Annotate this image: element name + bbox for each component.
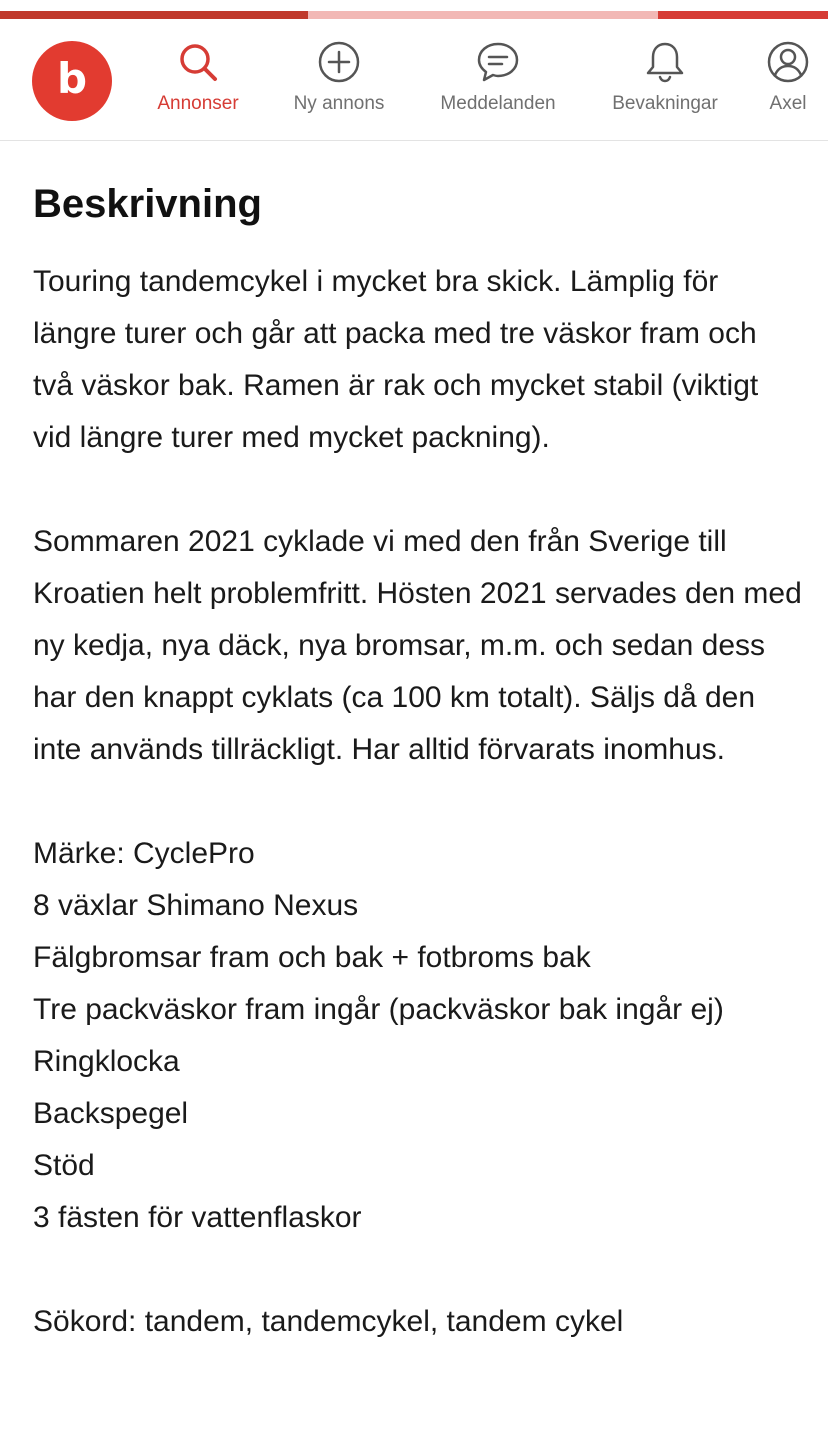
nav-item-ny-annons[interactable] — [284, 39, 394, 129]
nav-label-annonser: Annonser — [157, 93, 239, 114]
progress-segment-3 — [658, 11, 828, 19]
nav-item-axel[interactable] — [760, 39, 816, 129]
top-navigation — [0, 19, 828, 141]
spec-item: Fälgbromsar fram och bak + fotbroms bak — [33, 941, 591, 974]
nav-label-bevakningar: Bevakningar — [612, 93, 718, 114]
nav-item-meddelanden[interactable] — [430, 39, 566, 129]
description-paragraph-2: Sommaren 2021 cyklade vi med den från Sverige till Kroatien helt problemfritt. Hösten 2021 servades den med ny kedja, nya däck, nya bromsar, m.m. och sedan dess har den knappt cyklats (ca 100 km totalt). Säljs då den inte används tillräckligt. Har alltid förvarats inomhus. — [33, 525, 802, 766]
spec-item: 8 växlar Shimano Nexus — [33, 889, 359, 922]
bell-icon — [642, 39, 688, 85]
nav-item-annonser[interactable] — [150, 39, 246, 129]
keywords: Sökord: tandem, tandemcykel, tandem cykel — [33, 1305, 624, 1338]
spec-item: Märke: CyclePro — [33, 837, 255, 870]
nav-label-axel: Axel — [769, 93, 807, 114]
progress-bar — [0, 11, 828, 19]
nav-label-meddelanden: Meddelanden — [440, 93, 556, 114]
user-icon — [765, 39, 811, 85]
spec-item: Tre packväskor fram ingår (packväskor bak ingår ej) — [33, 993, 724, 1026]
progress-segment-1 — [0, 11, 308, 19]
spec-item: Backspegel — [33, 1097, 189, 1130]
spec-item: Ringklocka — [33, 1045, 180, 1078]
search-icon — [175, 39, 221, 85]
logo[interactable] — [32, 41, 112, 121]
section-title: Beskrivning — [33, 182, 262, 226]
progress-segment-2 — [308, 11, 658, 19]
spec-item: 3 fästen för vattenflaskor — [33, 1201, 362, 1234]
description-section — [33, 140, 803, 1348]
spec-list — [33, 828, 803, 1244]
description-text — [33, 256, 803, 1348]
plus-circle-icon — [316, 39, 362, 85]
chat-bubble-icon — [475, 39, 521, 85]
spec-item: Stöd — [33, 1149, 95, 1182]
logo-letter: b — [56, 54, 88, 103]
nav-item-bevakningar[interactable] — [604, 39, 726, 129]
description-paragraph-1: Touring tandemcykel i mycket bra skick. Lämplig för längre turer och går att packa med tre väskor fram och två väskor bak. Ramen är rak och mycket stabil (viktigt vid längre turer med mycket packning). — [33, 265, 759, 454]
nav-label-ny-annons: Ny annons — [293, 93, 385, 114]
